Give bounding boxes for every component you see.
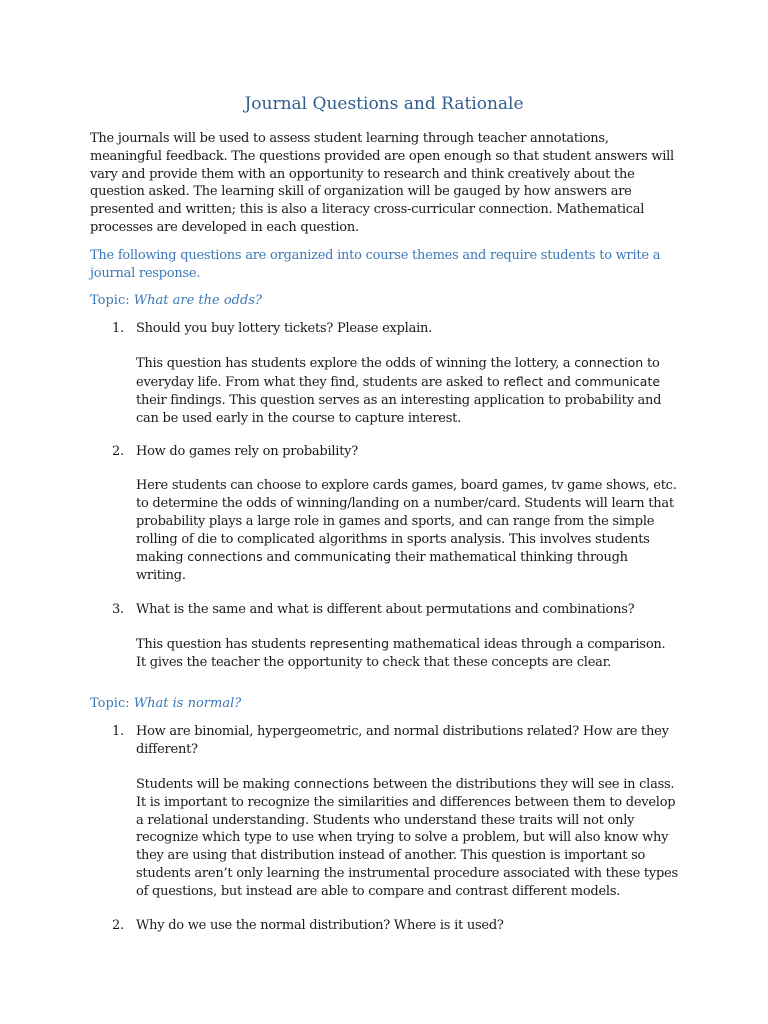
process-keyword: communicating — [294, 549, 392, 565]
intro-paragraph: The journals will be used to assess student learning through teacher annotations, meaningful feedback. The questions provided are open enough so that student answers will vary and provide them with an opportunity to research and think creatively about the question asked. The learning skill of organization will be gauged by how answers are presented and written; this is also a literacy cross-curricular connection. Mathematical processes are developed in each question. — [90, 131, 674, 235]
question-text: Why do we use the normal distribution? Where is it used? — [136, 917, 504, 933]
rationale-segment: between the distributions they will see in class. It is important to recognize the similarities and differences between them to develop a relational understanding. Students who understand these traits will not only recognize which type to use when trying to solve a problem, but will also know why they are using that distribution instead of another. This question is important so students aren’t only learning the instrumental procedure associated with these types of questions, but instead are able to compare and contrast different models. — [136, 776, 678, 899]
rationale-segment: Students will be making — [136, 776, 294, 792]
topic-name: What is normal? — [133, 696, 242, 712]
rationale-segment: mathematical ideas through a comparison. It gives the teacher the opportunity to check that these concepts are clear. — [136, 636, 666, 670]
question-text: How do games rely on probability? — [136, 444, 358, 460]
rationale-segment: their mathematical thinking through writing. — [136, 550, 628, 584]
process-keyword: connections — [187, 549, 263, 565]
topic-prefix: Topic: — [90, 696, 130, 712]
question-item — [90, 320, 678, 427]
question-number: 2. — [112, 444, 124, 460]
question-item — [90, 723, 678, 900]
rationale-segment: This question has students explore the odds of winning the lottery, a — [136, 356, 575, 372]
process-keyword: connection — [574, 355, 644, 371]
topic-heading-normal — [90, 695, 678, 713]
question-text: How are binomial, hypergeometric, and normal distributions related? How are they different? — [136, 724, 669, 758]
question-number: 1. — [112, 321, 124, 337]
rationale-segment: their findings. This question serves as an interesting application to probability and can be used early in the course to capture interest. — [136, 392, 662, 426]
lead-paragraph: The following questions are organized into course themes and require students to write a journal response. — [90, 247, 661, 281]
process-keyword: connections — [293, 775, 370, 791]
rationale-text — [136, 775, 678, 901]
rationale-text — [136, 477, 678, 585]
rationale-text — [136, 635, 678, 672]
question-item — [90, 443, 678, 585]
process-keyword: reflect — [503, 373, 544, 389]
topic-heading-odds — [90, 292, 678, 310]
question-list-normal — [90, 723, 678, 934]
rationale-segment: Here students can choose to explore cards games, board games, tv game shows, etc. to determine the odds of winning/landing on a number/card. Students will learn that probability plays a large role in games and sports, and can range from the simple rolling of die to complicated algorithms in sports analysis. This involves students making — [136, 478, 677, 566]
rationale-segment: to everyday life. From what they find, students are asked to — [136, 356, 660, 390]
question-list-odds — [90, 320, 678, 671]
question-number: 1. — [112, 724, 124, 740]
rationale-segment: and — [262, 550, 295, 566]
question-text: Should you buy lottery tickets? Please explain. — [136, 321, 432, 337]
rationale-segment: and — [543, 374, 575, 390]
question-item — [90, 917, 678, 935]
topic-name: What are the odds? — [133, 293, 262, 309]
process-keyword: communicate — [574, 373, 661, 389]
question-text: What is the same and what is different about permutations and combinations? — [136, 601, 635, 617]
process-keyword: representing — [309, 635, 390, 651]
question-number: 3. — [112, 601, 124, 617]
rationale-segment: This question has students — [136, 636, 310, 652]
rationale-text — [136, 354, 678, 427]
document-title: Journal Questions and Rationale — [244, 94, 524, 114]
topic-prefix: Topic: — [90, 293, 130, 309]
question-item — [90, 601, 678, 671]
question-number: 2. — [112, 917, 124, 933]
